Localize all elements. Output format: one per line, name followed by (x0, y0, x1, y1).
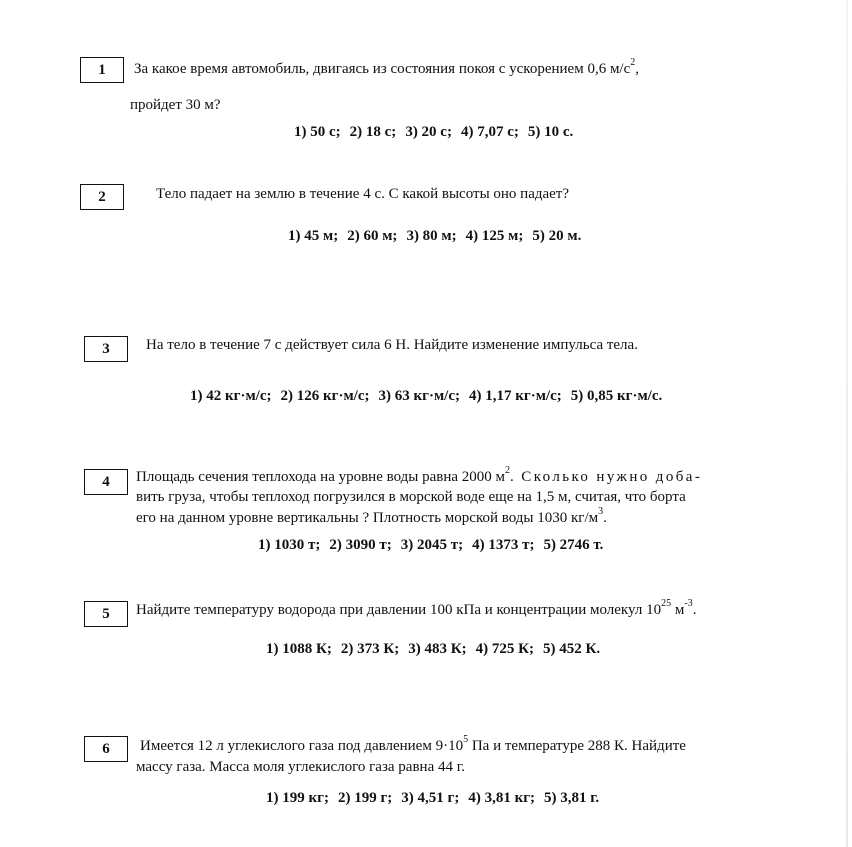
answer-option: 1) 45 м; (288, 228, 339, 244)
superscript: -3 (684, 598, 693, 609)
question-text: Па и температуре 288 К. Найдите (468, 738, 686, 754)
punctuation: . (692, 602, 697, 618)
punctuation: , (635, 61, 640, 77)
answer-options (190, 388, 671, 405)
answer-option: 4) 3,81 кг; (468, 790, 536, 806)
question-text: Найдите температуру водорода при давлении 100 кПа и концентрации молекул 10 (136, 602, 662, 618)
answer-option: 1) 42 кг·м/с; (190, 388, 272, 404)
superscript: 2 (630, 57, 636, 68)
superscript: 25 (661, 598, 672, 609)
answer-option: 4) 7,07 с; (460, 124, 519, 140)
problem-number-box: 4 (84, 469, 128, 495)
answer-option: 5) 10 с. (527, 124, 574, 140)
answer-option: 2) 126 кг·м/с; (280, 388, 370, 404)
problem-number-box: 5 (84, 601, 128, 627)
question-line: пройдет 30 м? (130, 97, 221, 113)
answer-option: 5) 452 К. (543, 641, 601, 657)
answer-option: 5) 3,81 г. (544, 790, 600, 806)
problem-number-box: 3 (84, 336, 128, 362)
answer-option: 5) 0,85 кг·м/с. (570, 388, 663, 404)
answer-option: 5) 20 м. (532, 228, 582, 244)
answer-option: 4) 1,17 кг·м/с; (469, 388, 562, 404)
question-text: Площадь сечения теплохода на уровне воды равна 2000 м (136, 469, 506, 485)
answer-option: 3) 20 с; (405, 124, 452, 140)
answer-options (294, 124, 582, 141)
problem-number-box: 2 (80, 184, 124, 210)
question-line (140, 735, 686, 757)
answer-option: 4) 725 К; (475, 641, 534, 657)
superscript: 2 (505, 465, 511, 476)
unit-text: м (671, 602, 685, 618)
answer-option: 2) 3090 т; (329, 537, 392, 553)
answer-option: 1) 199 кг; (266, 790, 329, 806)
answer-option: 2) 60 м; (347, 228, 398, 244)
question-line: Тело падает на землю в течение 4 с. С какой высоты оно падает? (156, 186, 570, 202)
answer-option: 2) 373 К; (340, 641, 400, 657)
question-line (136, 599, 696, 621)
question-line (134, 58, 639, 80)
answer-option: 3) 483 К; (408, 641, 467, 657)
answer-options (266, 790, 608, 807)
question-line (136, 507, 607, 529)
scan-edge (846, 0, 848, 847)
question-text: Имеется 12 л углекислого газа под давлением 9·10 (140, 738, 464, 754)
punctuation: . (510, 469, 514, 485)
answer-option: 4) 125 м; (465, 228, 524, 244)
answer-option: 3) 2045 т; (400, 537, 464, 553)
problem-number-box: 1 (80, 57, 124, 83)
answer-option: 3) 4,51 г; (401, 790, 460, 806)
question-text: За какое время автомобиль, двигаясь из состояния покоя с ускорением 0,6 м/с (134, 61, 631, 77)
question-text: его на данном уровне вертикальны ? Плотность морской воды 1030 кг/м (136, 510, 599, 526)
question-text-spaced: Сколько нужно доба- (521, 469, 703, 485)
question-line: вить груза, чтобы теплоход погрузился в морской воде еще на 1,5 м, считая, что борта (136, 489, 686, 505)
question-line (136, 466, 702, 488)
punctuation: . (603, 510, 607, 526)
answer-option: 1) 1030 т; (258, 537, 321, 553)
answer-option: 2) 199 г; (337, 790, 393, 806)
superscript: 5 (463, 734, 469, 745)
answer-options (288, 228, 590, 245)
answer-option: 4) 1373 т; (472, 537, 535, 553)
answer-option: 1) 50 с; (294, 124, 341, 140)
superscript: 3 (598, 506, 604, 517)
question-line: массу газа. Масса моля углекислого газа равна 44 г. (136, 759, 465, 775)
problem-number-box: 6 (84, 736, 128, 762)
answer-options (258, 537, 612, 554)
answer-option: 1) 1088 К; (266, 641, 332, 657)
answer-option: 3) 80 м; (406, 228, 457, 244)
answer-option: 5) 2746 т. (543, 537, 604, 553)
answer-option: 2) 18 с; (349, 124, 397, 140)
question-line: На тело в течение 7 с действует сила 6 Н. Найдите изменение импульса тела. (146, 337, 638, 353)
answer-options (266, 641, 609, 658)
answer-option: 3) 63 кг·м/с; (378, 388, 460, 404)
